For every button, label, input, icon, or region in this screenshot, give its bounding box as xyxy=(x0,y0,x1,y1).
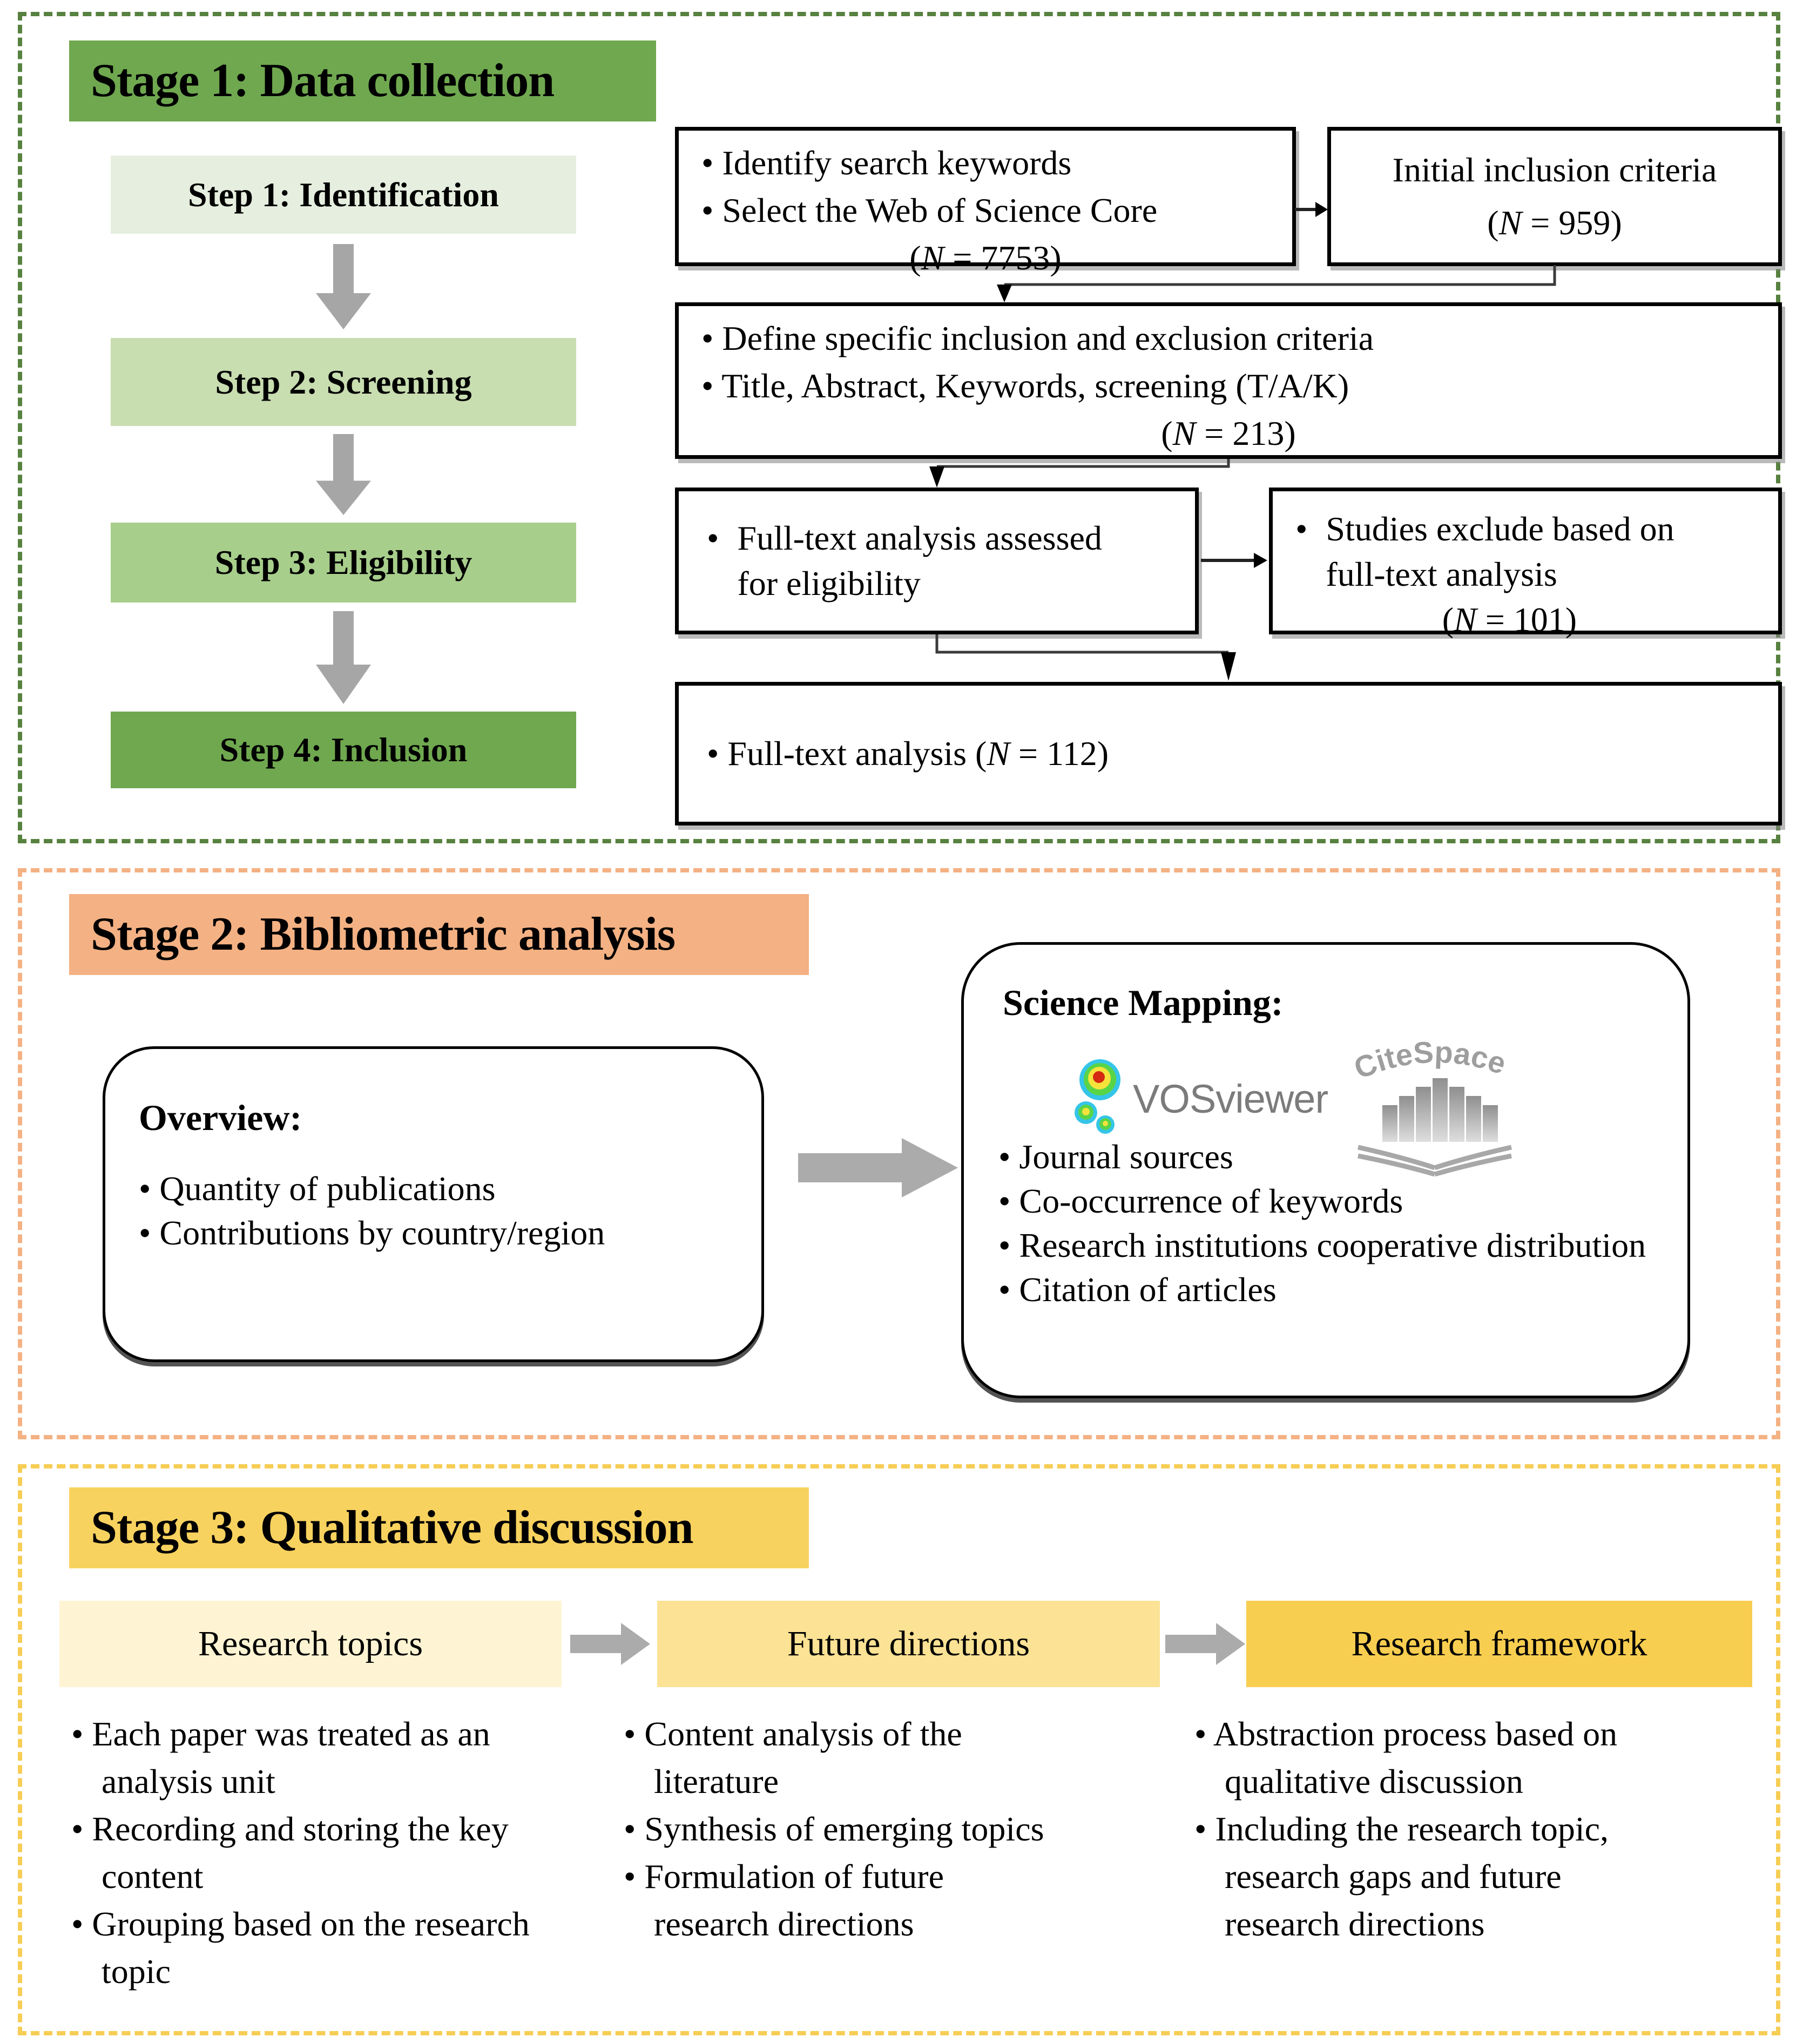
excluded-count: (N = 101) xyxy=(1442,600,1577,639)
eligibility-text: Full-text analysis assessed for eligibility xyxy=(737,519,1102,603)
connector-eligibility-to-inclusion xyxy=(926,634,1239,682)
down-arrow-icon xyxy=(315,434,372,515)
right-arrow-icon xyxy=(1295,198,1328,221)
excluded-studies-box xyxy=(1269,488,1782,639)
stage1-header: Stage 1: Data collection xyxy=(69,40,656,121)
initial-inclusion-box xyxy=(1327,127,1782,266)
list-item: • Synthesis of emerging topics xyxy=(624,1810,1044,1848)
down-arrow-icon xyxy=(315,244,372,329)
identification-bullet-1: • Identify search keywords xyxy=(701,144,1072,182)
excluded-text: Studies exclude based on full-text analysis xyxy=(1326,510,1674,593)
vosviewer-icon xyxy=(1072,1055,1123,1142)
list-item: • Co-occurrence of keywords xyxy=(998,1182,1403,1220)
connector-initial-to-screening xyxy=(994,265,1566,304)
bullet-dot: • xyxy=(707,519,719,557)
science-mapping-box xyxy=(961,942,1690,1398)
science-mapping-bullet-list xyxy=(998,1135,1657,1312)
screening-bullet-2: • Title, Abstract, Keywords, screening (T/A/K) xyxy=(701,367,1349,405)
research-framework-bullet-list xyxy=(1194,1710,1621,1948)
svg-text:CiteSpace xyxy=(1349,1039,1510,1085)
eligibility-detail-box xyxy=(675,488,1199,634)
inclusion-line: • Full-text analysis (N = 112) xyxy=(707,734,1109,773)
research-framework-header: Research framework xyxy=(1246,1601,1752,1687)
right-arrow-icon xyxy=(1201,549,1268,572)
identification-bullet-2: • Select the Web of Science Core xyxy=(701,191,1158,229)
overview-heading: Overview: xyxy=(139,1097,302,1138)
list-item: • Research institutions cooperative distribution xyxy=(998,1226,1646,1264)
research-topics-bullet-list xyxy=(71,1710,530,1995)
research-topics-header: Research topics xyxy=(59,1601,562,1687)
initial-inclusion-line: Initial inclusion criteria xyxy=(1392,151,1717,189)
screening-detail-box xyxy=(675,302,1782,459)
future-directions-bullet-list xyxy=(624,1710,1066,1948)
step4-inclusion-box: Step 4: Inclusion xyxy=(111,712,576,788)
screening-count: (N = 213) xyxy=(1161,414,1296,452)
overview-bullet-list xyxy=(139,1167,740,1255)
connector-screening-to-eligibility xyxy=(926,459,1239,489)
list-item: • Formulation of future research directions xyxy=(624,1857,944,1943)
step3-eligibility-box: Step 3: Eligibility xyxy=(111,523,576,603)
list-item: • Including the research topic, research gaps and future research directions xyxy=(1194,1810,1609,1943)
step1-identification-box: Step 1: Identification xyxy=(111,155,576,234)
down-arrow-icon xyxy=(315,611,372,704)
citespace-label: CiteSpace xyxy=(1349,1039,1510,1086)
overview-box xyxy=(103,1046,764,1362)
list-item: • Grouping based on the research topic xyxy=(71,1905,530,1991)
identification-count: (N = 7753) xyxy=(909,239,1062,277)
stage3-header: Stage 3: Qualitative discussion xyxy=(69,1487,809,1568)
initial-inclusion-count: (N = 959) xyxy=(1487,204,1622,242)
list-item: • Quantity of publications xyxy=(139,1169,496,1208)
list-item: • Recording and storing the key content xyxy=(71,1810,509,1896)
screening-bullet-1: • Define specific inclusion and exclusion criteria xyxy=(701,319,1374,357)
list-item: • Content analysis of the literature xyxy=(624,1715,962,1801)
vosviewer-logo xyxy=(1072,1055,1328,1142)
step2-screening-box: Step 2: Screening xyxy=(111,338,576,426)
right-arrow-icon xyxy=(1165,1622,1246,1666)
bullet-dot: • xyxy=(1295,510,1308,548)
list-item: • Journal sources xyxy=(998,1138,1233,1176)
stage2-header: Stage 2: Bibliometric analysis xyxy=(69,894,809,975)
identification-detail-box xyxy=(675,127,1296,277)
right-arrow-icon xyxy=(570,1622,651,1666)
science-mapping-heading: Science Mapping: xyxy=(1003,982,1284,1023)
list-item: • Abstraction process based on qualitative discussion xyxy=(1194,1715,1618,1801)
vosviewer-label: VOSviewer xyxy=(1133,1076,1328,1121)
list-item: • Contributions by country/region xyxy=(139,1214,605,1252)
list-item: • Each paper was treated as an analysis unit xyxy=(71,1715,490,1801)
inclusion-detail-box xyxy=(675,682,1782,825)
right-arrow-icon xyxy=(798,1137,959,1199)
list-item: • Citation of articles xyxy=(998,1270,1277,1309)
future-directions-header: Future directions xyxy=(657,1601,1160,1687)
